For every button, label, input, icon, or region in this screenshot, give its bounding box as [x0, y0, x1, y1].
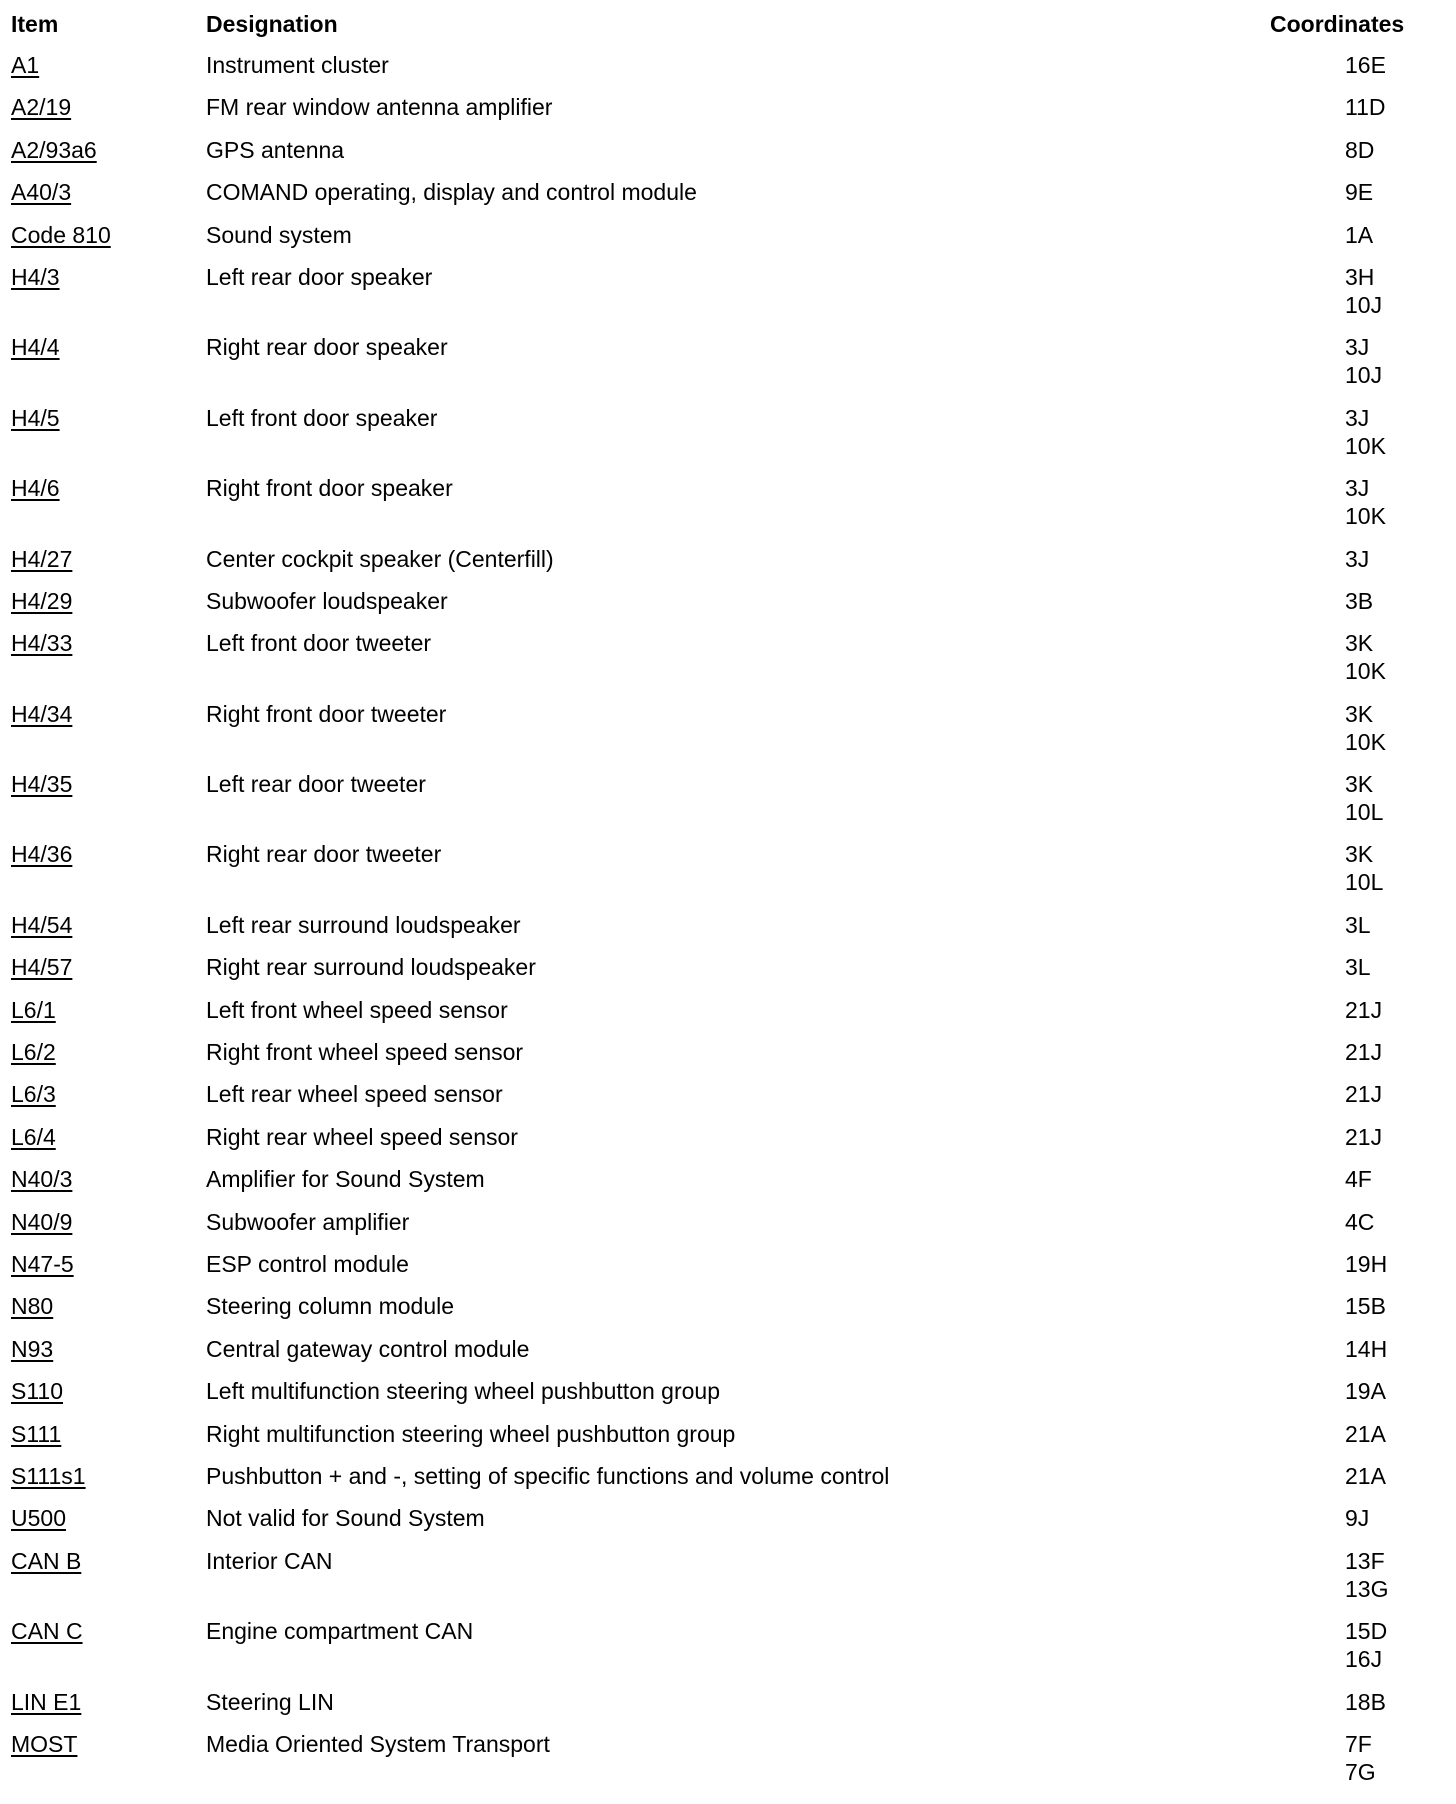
coordinates-cell — [1266, 629, 1411, 685]
table-row — [11, 950, 1411, 992]
designation-cell: COMAND operating, display and control module — [206, 179, 697, 206]
coordinate-value: 21J — [1345, 1081, 1383, 1108]
coordinate-value: 15D — [1345, 1618, 1388, 1645]
designation-cell: Left rear door tweeter — [206, 771, 426, 798]
table-row — [11, 1614, 1411, 1684]
coordinate-value: 10K — [1345, 432, 1386, 459]
item-link[interactable]: H4/5 — [11, 404, 60, 431]
designation-cell: Left front door tweeter — [206, 630, 432, 657]
coordinate-value: 10L — [1345, 799, 1384, 826]
coordinates-cell — [1266, 93, 1411, 121]
coordinates-cell — [1266, 474, 1411, 530]
item-link[interactable]: S111s1 — [11, 1462, 86, 1489]
table-header — [11, 8, 1411, 48]
item-link[interactable]: N80 — [11, 1293, 54, 1320]
item-cell — [11, 1420, 206, 1448]
item-cell — [11, 1547, 206, 1575]
item-link[interactable]: H4/4 — [11, 334, 60, 361]
coordinate-value: 1A — [1345, 221, 1374, 248]
coordinate-value: 3K — [1345, 841, 1374, 868]
item-cell — [11, 1038, 206, 1066]
table-row — [11, 1120, 1411, 1162]
coordinate-value: 21J — [1345, 996, 1383, 1023]
designation-cell: Sound system — [206, 221, 352, 248]
designation-cell: Right multifunction steering wheel pushbutton group — [206, 1420, 736, 1447]
coordinates-cell — [1266, 1462, 1411, 1490]
item-link[interactable]: N47-5 — [11, 1250, 74, 1277]
item-link[interactable]: H4/6 — [11, 475, 60, 502]
designation-cell: ESP control module — [206, 1250, 409, 1277]
item-cell — [11, 1292, 206, 1320]
designation-cell: GPS antenna — [206, 136, 345, 163]
item-cell — [11, 1462, 206, 1490]
designation-cell: Right rear door speaker — [206, 334, 448, 361]
coordinate-value: 4C — [1345, 1208, 1375, 1235]
coordinates-cell — [1266, 1250, 1411, 1278]
item-link[interactable]: H4/27 — [11, 545, 73, 572]
item-cell — [11, 474, 206, 502]
item-cell — [11, 1165, 206, 1193]
coordinate-value: 10K — [1345, 503, 1386, 530]
coordinates-cell — [1266, 51, 1411, 79]
coordinates-cell — [1266, 1730, 1411, 1786]
item-cell — [11, 1617, 206, 1645]
item-cell — [11, 51, 206, 79]
table-row — [11, 1332, 1411, 1374]
designation-cell: Right front door speaker — [206, 475, 453, 502]
item-link[interactable]: LIN E1 — [11, 1688, 82, 1715]
table-row — [11, 133, 1411, 175]
designation-cell: Right rear wheel speed sensor — [206, 1123, 518, 1150]
item-cell — [11, 93, 206, 121]
item-link[interactable]: N93 — [11, 1335, 54, 1362]
table-row — [11, 837, 1411, 907]
coordinates-cell — [1266, 1335, 1411, 1363]
coordinates-cell — [1266, 1504, 1411, 1532]
item-link[interactable]: L6/1 — [11, 996, 56, 1023]
coordinates-cell — [1266, 545, 1411, 573]
item-link[interactable]: H4/33 — [11, 630, 73, 657]
designation-cell: Subwoofer amplifier — [206, 1208, 410, 1235]
designation-cell: Left multifunction steering wheel pushbutton group — [206, 1378, 720, 1405]
item-link[interactable]: A2/19 — [11, 94, 72, 121]
designation-cell: Left front door speaker — [206, 404, 438, 431]
item-cell — [11, 1250, 206, 1278]
item-cell — [11, 545, 206, 573]
table-row — [11, 401, 1411, 471]
designation-cell: Instrument cluster — [206, 52, 389, 78]
designation-cell: Engine compartment CAN — [206, 1618, 474, 1645]
coordinates-cell — [1266, 1292, 1411, 1320]
table-row — [11, 175, 1411, 217]
coordinate-value: 3K — [1345, 630, 1374, 657]
coordinate-value: 3K — [1345, 700, 1374, 727]
item-link[interactable]: MOST — [11, 1730, 78, 1757]
table-row — [11, 1205, 1411, 1247]
item-cell — [11, 770, 206, 798]
item-cell — [11, 996, 206, 1024]
designation-cell: Center cockpit speaker (Centerfill) — [206, 545, 554, 572]
designation-cell: Not valid for Sound System — [206, 1505, 485, 1532]
table-row — [11, 626, 1411, 696]
item-link[interactable]: L6/3 — [11, 1081, 56, 1108]
table-row — [11, 1162, 1411, 1204]
coordinate-value: 4F — [1345, 1166, 1372, 1193]
designation-cell: Right front wheel speed sensor — [206, 1039, 524, 1066]
coordinate-value: 3K — [1345, 771, 1374, 798]
table-row — [11, 767, 1411, 837]
designation-cell: Central gateway control module — [206, 1335, 530, 1362]
coordinates-cell — [1266, 404, 1411, 460]
item-link[interactable]: S110 — [11, 1378, 64, 1405]
coordinates-cell — [1266, 953, 1411, 981]
coordinates-cell — [1266, 1080, 1411, 1108]
coordinate-value: 8D — [1345, 136, 1375, 163]
coordinates-cell — [1266, 263, 1411, 319]
coordinates-cell — [1266, 1547, 1411, 1603]
item-cell — [11, 404, 206, 432]
table-row — [11, 48, 1411, 90]
table-body — [11, 48, 1411, 1797]
coordinate-value: 10K — [1345, 658, 1386, 685]
item-link[interactable]: L6/4 — [11, 1123, 56, 1150]
item-cell — [11, 136, 206, 164]
coordinates-cell — [1266, 700, 1411, 756]
designation-cell: Right rear surround loudspeaker — [206, 954, 536, 981]
item-link[interactable]: Code 810 — [11, 221, 111, 248]
item-cell — [11, 587, 206, 615]
coordinate-value: 16J — [1345, 1646, 1383, 1673]
table-row — [11, 1459, 1411, 1501]
item-link[interactable]: H4/57 — [11, 954, 73, 981]
item-cell — [11, 953, 206, 981]
coordinate-value: 3J — [1345, 475, 1370, 502]
item-cell — [11, 911, 206, 939]
coordinates-cell — [1266, 1617, 1411, 1673]
coordinate-value: 10K — [1345, 728, 1386, 755]
table-row — [11, 1289, 1411, 1331]
coordinate-value: 3B — [1345, 587, 1374, 614]
coordinate-value: 16E — [1345, 52, 1386, 78]
coordinate-value: 21J — [1345, 1039, 1383, 1066]
header-designation: Designation — [206, 11, 338, 37]
item-cell — [11, 1208, 206, 1236]
coordinate-value: 7G — [1345, 1758, 1376, 1785]
item-cell — [11, 263, 206, 291]
table-row — [11, 1685, 1411, 1727]
coordinate-value: 3J — [1345, 545, 1370, 572]
header-item: Item — [11, 11, 59, 37]
designation-cell: Subwoofer loudspeaker — [206, 587, 448, 614]
item-link[interactable]: H4/36 — [11, 841, 73, 868]
table-row — [11, 1544, 1411, 1614]
designation-cell: Right rear door tweeter — [206, 841, 442, 868]
coordinate-value: 18B — [1345, 1688, 1386, 1715]
item-link[interactable]: S111 — [11, 1420, 62, 1447]
coordinates-cell — [1266, 333, 1411, 389]
item-cell — [11, 1335, 206, 1363]
coordinate-value: 15B — [1345, 1293, 1386, 1320]
designation-cell: Right front door tweeter — [206, 700, 447, 727]
item-cell — [11, 1123, 206, 1151]
coordinates-cell — [1266, 587, 1411, 615]
table-row — [11, 584, 1411, 626]
table-row — [11, 1501, 1411, 1543]
designation-cell: Left rear surround loudspeaker — [206, 911, 521, 938]
item-cell — [11, 221, 206, 249]
item-cell — [11, 1688, 206, 1716]
table-row — [11, 697, 1411, 767]
item-link[interactable]: H4/3 — [11, 263, 60, 290]
coordinates-cell — [1266, 178, 1411, 206]
designation-cell: Pushbutton + and -, setting of specific functions and volume control — [206, 1462, 890, 1489]
coordinates-cell — [1266, 1688, 1411, 1716]
table-row — [11, 471, 1411, 541]
item-link[interactable]: N40/3 — [11, 1166, 73, 1193]
designation-cell: Media Oriented System Transport — [206, 1730, 550, 1757]
table-row — [11, 218, 1411, 260]
coordinate-value: 19A — [1345, 1378, 1386, 1405]
coordinate-value: 19H — [1345, 1250, 1388, 1277]
designation-cell: Steering LIN — [206, 1688, 334, 1715]
coordinates-cell — [1266, 1420, 1411, 1448]
coordinate-value: 11D — [1345, 94, 1386, 121]
coordinate-value: 3J — [1345, 334, 1370, 361]
item-cell — [11, 333, 206, 361]
designation-cell: Left rear wheel speed sensor — [206, 1081, 503, 1108]
designation-cell: FM rear window antenna amplifier — [206, 94, 553, 121]
coordinate-value: 3H — [1345, 263, 1375, 290]
header-coordinates: Coordinates — [1270, 11, 1405, 37]
coordinate-value: 3L — [1345, 911, 1371, 938]
item-cell — [11, 629, 206, 657]
coordinates-cell — [1266, 1377, 1411, 1405]
item-cell — [11, 1377, 206, 1405]
coordinates-cell — [1266, 1038, 1411, 1066]
item-link[interactable]: A1 — [11, 52, 40, 78]
coordinates-cell — [1266, 1165, 1411, 1193]
coordinates-cell — [1266, 1123, 1411, 1151]
item-link[interactable]: CAN C — [11, 1618, 83, 1645]
table-row — [11, 1035, 1411, 1077]
coordinates-cell — [1266, 840, 1411, 896]
coordinate-value: 10J — [1345, 362, 1383, 389]
coordinate-value: 7F — [1345, 1730, 1372, 1757]
legend-table — [11, 8, 1411, 1797]
coordinate-value: 9E — [1345, 179, 1374, 206]
coordinate-value: 14H — [1345, 1335, 1388, 1362]
coordinate-value: 21A — [1345, 1462, 1386, 1489]
table-row — [11, 1374, 1411, 1416]
table-row — [11, 908, 1411, 950]
table-row — [11, 1247, 1411, 1289]
designation-cell: Amplifier for Sound System — [206, 1166, 485, 1193]
item-cell — [11, 178, 206, 206]
item-link[interactable]: H4/29 — [11, 587, 73, 614]
coordinate-value: 10J — [1345, 291, 1383, 318]
designation-cell: Interior CAN — [206, 1547, 333, 1574]
coordinates-cell — [1266, 996, 1411, 1024]
designation-cell: Left front wheel speed sensor — [206, 996, 508, 1023]
coordinate-value: 13F — [1345, 1547, 1385, 1574]
table-row — [11, 90, 1411, 132]
item-link[interactable]: N40/9 — [11, 1208, 73, 1235]
table-row — [11, 330, 1411, 400]
coordinates-cell — [1266, 911, 1411, 939]
coordinate-value: 10L — [1345, 869, 1384, 896]
item-link[interactable]: A2/93a6 — [11, 136, 97, 163]
table-row — [11, 1077, 1411, 1119]
coordinate-value: 13G — [1345, 1575, 1389, 1602]
item-link[interactable]: U500 — [11, 1505, 66, 1532]
coordinates-cell — [1266, 221, 1411, 249]
item-cell — [11, 840, 206, 868]
designation-cell: Left rear door speaker — [206, 263, 433, 290]
designation-cell: Steering column module — [206, 1293, 455, 1320]
table-row — [11, 1727, 1411, 1797]
coordinate-value: 21A — [1345, 1420, 1386, 1447]
coordinates-cell — [1266, 136, 1411, 164]
coordinates-cell — [1266, 770, 1411, 826]
coordinate-value: 9J — [1345, 1505, 1370, 1532]
item-link[interactable]: CAN B — [11, 1547, 82, 1574]
table-row — [11, 260, 1411, 330]
table-row — [11, 542, 1411, 584]
table-row — [11, 993, 1411, 1035]
item-cell — [11, 1730, 206, 1758]
coordinate-value: 3L — [1345, 954, 1371, 981]
coordinate-value: 3J — [1345, 404, 1370, 431]
coordinates-cell — [1266, 1208, 1411, 1236]
coordinate-value: 21J — [1345, 1123, 1383, 1150]
item-link[interactable]: H4/34 — [11, 700, 73, 727]
item-link[interactable]: L6/2 — [11, 1039, 56, 1066]
item-cell — [11, 700, 206, 728]
item-link[interactable]: H4/54 — [11, 911, 73, 938]
table-row — [11, 1417, 1411, 1459]
item-link[interactable]: H4/35 — [11, 771, 73, 798]
item-cell — [11, 1504, 206, 1532]
item-cell — [11, 1080, 206, 1108]
item-link[interactable]: A40/3 — [11, 179, 72, 206]
